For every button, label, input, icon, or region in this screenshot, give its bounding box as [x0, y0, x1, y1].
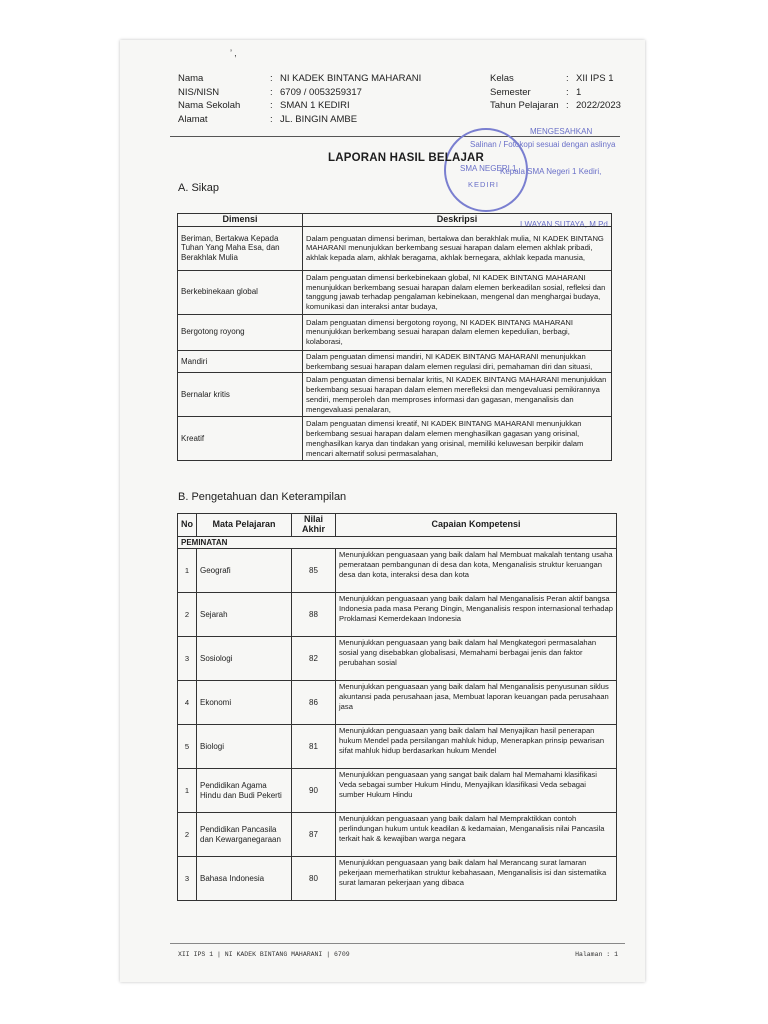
row-no: 5 [178, 725, 197, 769]
sikap-header-dimensi: Dimensi [178, 214, 303, 227]
header-mapel: Mata Pelajaran [197, 514, 292, 537]
row-mapel: Ekonomi [197, 681, 292, 725]
footer-left: XII IPS 1 | NI KADEK BINTANG MAHARANI | 6709 [178, 951, 350, 958]
alamat-value: JL. BINGIN AMBE [280, 113, 358, 125]
category-label: PEMINATAN [178, 536, 617, 549]
row-no: 3 [178, 857, 197, 901]
header-capaian: Capaian Kompetensi [336, 514, 617, 537]
sikap-dimensi: Bergotong royong [178, 314, 303, 350]
table-row [178, 857, 617, 901]
sikap-dimensi: Kreatif [178, 417, 303, 461]
nilai-table [177, 513, 617, 901]
approval-signer: I WAYAN SUTAYA, M.Pd [520, 220, 608, 229]
sikap-dimensi: Beriman, Bertakwa Kepada Tuhan Yang Maha Esa, dan Berakhlak Mulia [178, 226, 303, 270]
footer-page: Halaman : 1 [575, 951, 618, 958]
row-mapel: Sejarah [197, 593, 292, 637]
sikap-deskripsi: Dalam penguatan dimensi bergotong royong, NI KADEK BINTANG MAHARANI menunjukkan berkembang sesuai harapan dalam elemen kepedulian, berbagi, kolaborasi, [303, 314, 612, 350]
row-capaian: Menunjukkan penguasaan yang baik dalam hal Menganalisis Peran aktif bangsa Indonesia pada masa Perang Dingin, Menganalisis respon internasional terhadap Proklamasi Kemerdekaan Indonesia [336, 593, 617, 637]
approval-line3: Kepala SMA Negeri 1 Kediri, [500, 167, 602, 176]
school-stamp [444, 128, 528, 212]
sekolah-label: Nama Sekolah [178, 100, 241, 111]
sikap-header-deskripsi: Deskripsi [303, 214, 612, 227]
nis-label: NIS/NISN [178, 86, 220, 98]
section-b-heading: B. Pengetahuan dan Keterampilan [178, 491, 347, 503]
row-capaian: Menunjukkan penguasaan yang baik dalam hal Menganalisis penyusunan siklus akuntansi pada perusahaan jasa, Membuat laporan keuangan pada perusahaan jasa [336, 681, 617, 725]
sikap-row [178, 373, 612, 417]
row-capaian: Menunjukkan penguasaan yang baik dalam hal Mempraktikkan contoh perlindungan hukum untuk keadilan & kedamaian, Menganalisis nilai Pancasila terkait hak & kewajiban warga negara [336, 813, 617, 857]
sikap-deskripsi: Dalam penguatan dimensi mandiri, NI KADEK BINTANG MAHARANI menunjukkan berkembang sesuai harapan dalam elemen regulasi diri, pemahaman diri dan situasi, [303, 350, 612, 373]
row-mapel: Biologi [197, 725, 292, 769]
row-nilai: 80 [292, 857, 336, 901]
sikap-deskripsi: Dalam penguatan dimensi berkebinekaan global, NI KADEK BINTANG MAHARANI menunjukkan berkembang sesuai harapan dalam elemen berkeadilan sosial, refleksi dan tanggung jawab terhadap pengalaman kebinekaan, mengenal dan menghargai budaya, komunikasi dan interaksi antar budaya, [303, 270, 612, 314]
row-capaian: Menunjukkan penguasaan yang baik dalam hal Menyajikan hasil penerapan hukum Mendel pada persilangan mahluk hidup, Menerapkan prinsip pewarisan sifat mahluk hidup berdasarkan hukum Mendel [336, 725, 617, 769]
semester-label: Semester [490, 86, 531, 98]
kelas-label: Kelas [490, 73, 514, 84]
section-a-heading: A. Sikap [178, 182, 219, 194]
row-nilai: 81 [292, 725, 336, 769]
page-footer [178, 951, 618, 958]
sikap-dimensi: Mandiri [178, 350, 303, 373]
table-row [178, 593, 617, 637]
nis-value: 6709 / 0053259317 [280, 86, 362, 98]
row-no: 1 [178, 769, 197, 813]
row-no: 4 [178, 681, 197, 725]
table-row [178, 725, 617, 769]
table-row [178, 549, 617, 593]
nama-label: Nama [178, 73, 204, 84]
sikap-deskripsi: Dalam penguatan dimensi bernalar kritis, NI KADEK BINTANG MAHARANI menunjukkan berkembang sesuai harapan dalam elemen merefleksi dan mengevaluasi pemikirannya sendiri, memperoleh dan memproses informasi dan gagasan, menganalisis dan mengevaluasi penalaran, [303, 373, 612, 417]
tahun-value: 2022/2023 [576, 100, 621, 111]
row-capaian: Menunjukkan penguasaan yang baik dalam hal Membuat makalah tentang usaha pemerataan pembangunan di desa dan kota, Menganalisis struktur keruangan desa dan kota, interaksi desa dan kota [336, 549, 617, 593]
row-capaian: Menunjukkan penguasaan yang sangat baik dalam hal Memahami klasifikasi Veda sebagai sumber Hukum Hindu, Menyajikan klasifikasi Veda sebagai sumber Hukum Hindu [336, 769, 617, 813]
sikap-row [178, 350, 612, 373]
student-info-left: Nama : NI KADEK BINTANG MAHARANI NIS/NISN : 6709 / 0053259317 Nama Sekolah : SMAN 1 KEDIRI Alamat : JL. BINGIN AMBE [178, 73, 422, 125]
table-row [178, 681, 617, 725]
semester-value: 1 [576, 86, 582, 98]
row-nilai: 90 [292, 769, 336, 813]
alamat-label: Alamat [178, 113, 208, 125]
row-nilai: 85 [292, 549, 336, 593]
row-capaian: Menunjukkan penguasaan yang baik dalam hal Merancang surat lamaran pekerjaan memerhatikan struktur kebahasaan, Menganalisis isi dan sistematika surat lamaran pekerjaan yang dibaca [336, 857, 617, 901]
row-mapel: Bahasa Indonesia [197, 857, 292, 901]
nama-value: NI KADEK BINTANG MAHARANI [280, 73, 422, 84]
sikap-row [178, 270, 612, 314]
approval-line2: Salinan / Fotokopi sesuai dengan aslinya [470, 140, 616, 149]
footer-divider [170, 943, 625, 944]
tahun-label: Tahun Pelajaran [490, 100, 559, 111]
category-row [178, 536, 617, 549]
sikap-row [178, 417, 612, 461]
stamp-city: KEDIRI [468, 180, 500, 189]
corner-marks: ’ , [230, 48, 237, 58]
row-nilai: 87 [292, 813, 336, 857]
stamp-name: SMA NEGERI 1 [460, 164, 517, 173]
table-row [178, 637, 617, 681]
row-capaian: Menunjukkan penguasaan yang baik dalam hal Mengkategori permasalahan sosial yang disebabkan globalisasi, Memahami berbagai jenis dan faktor perubahan sosial [336, 637, 617, 681]
row-mapel: Pendidikan Agama Hindu dan Budi Pekerti [197, 769, 292, 813]
student-info-right: Kelas : XII IPS 1 Semester : 1 Tahun Pelajaran : 2022/2023 [490, 73, 621, 111]
row-no: 3 [178, 637, 197, 681]
header-nilai: Nilai Akhir [292, 514, 336, 537]
row-mapel: Geografi [197, 549, 292, 593]
table-row [178, 813, 617, 857]
sikap-table [177, 213, 612, 461]
row-no: 2 [178, 593, 197, 637]
row-nilai: 82 [292, 637, 336, 681]
row-no: 2 [178, 813, 197, 857]
sikap-deskripsi: Dalam penguatan dimensi kreatif, NI KADEK BINTANG MAHARANI menunjukkan berkembang sesuai harapan dalam elemen menghasilkan gagasan yang orisinal, menghasilkan karya dan tindakan yang orisinal, memiliki keluwesan berpikir dalam mencari alternatif solusi permasalahan, [303, 417, 612, 461]
header-no: No [178, 514, 197, 537]
row-mapel: Pendidikan Pancasila dan Kewarganegaraan [197, 813, 292, 857]
sikap-row [178, 314, 612, 350]
kelas-value: XII IPS 1 [576, 73, 614, 84]
table-row [178, 769, 617, 813]
sikap-row [178, 226, 612, 270]
row-no: 1 [178, 549, 197, 593]
row-mapel: Sosiologi [197, 637, 292, 681]
sekolah-value: SMAN 1 KEDIRI [280, 100, 350, 111]
row-nilai: 88 [292, 593, 336, 637]
page-title: LAPORAN HASIL BELAJAR [328, 152, 485, 164]
sikap-dimensi: Berkebinekaan global [178, 270, 303, 314]
approval-line1: MENGESAHKAN [530, 127, 593, 136]
sikap-dimensi: Bernalar kritis [178, 373, 303, 417]
row-nilai: 86 [292, 681, 336, 725]
sikap-deskripsi: Dalam penguatan dimensi beriman, bertakwa dan berakhlak mulia, NI KADEK BINTANG MAHARANI menunjukkan berkembang sesuai harapan dalam elemen akhlak pribadi, akhlak kepada alam, akhlak beragama, akhlak bernegara, akhlak kepada manusia, [303, 226, 612, 270]
